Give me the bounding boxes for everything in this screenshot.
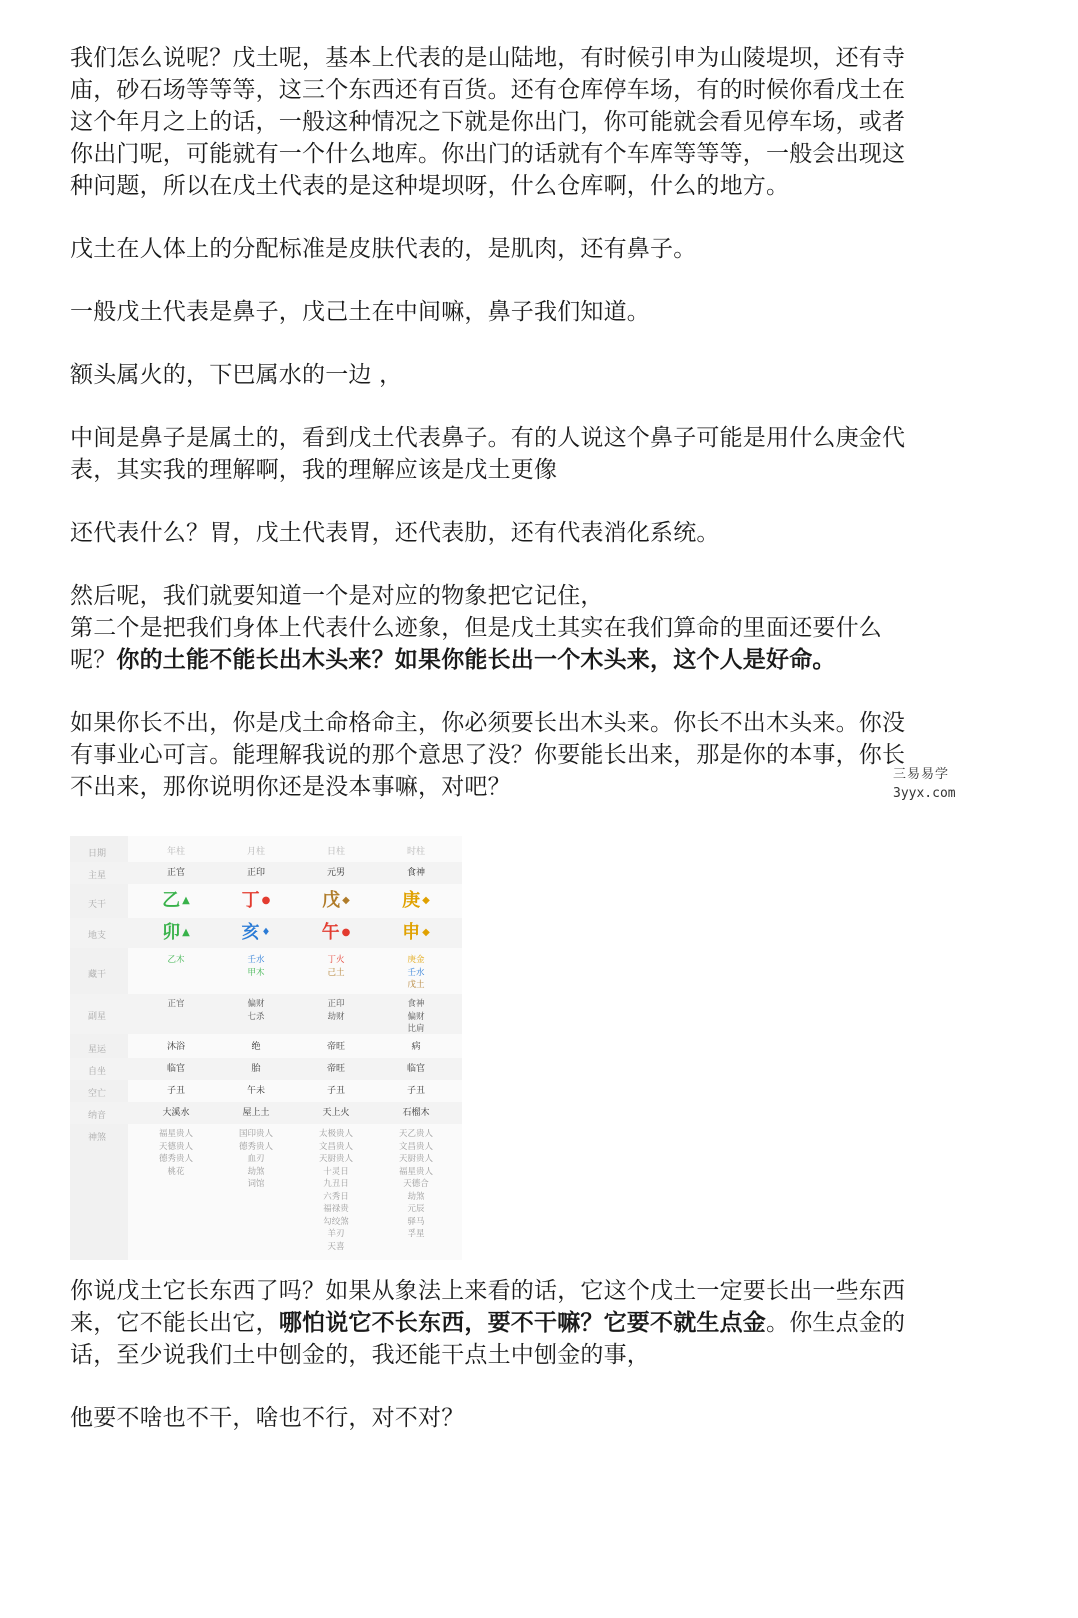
top-paragraphs [70,42,920,803]
chart-cell [216,1128,296,1191]
chart-cell: 帝旺 [326,1041,345,1052]
text-run: 戊土在人体上的分配标准是皮肤代表的，是肌肉，还有鼻子。 [70,236,697,262]
sub-star: 偏财 [247,999,265,1009]
chart-cell: 石榴木 [402,1107,430,1118]
chart-cell [296,998,376,1023]
hidden-stem: 壬水 [247,955,265,965]
chart-cell [136,998,216,1011]
chart-cell: 子丑 [326,1085,345,1096]
bottom-paragraphs [70,1275,920,1434]
row-label: 自坐 [88,1066,107,1077]
chart-row-stems [70,886,462,918]
shensha-item: 驿马 [407,1216,425,1227]
chart-cell: 正官 [166,867,185,878]
shensha-item: 勾绞煞 [323,1216,349,1227]
paragraph [70,580,920,676]
chart-cell [216,998,296,1023]
element-icon: ♦ [261,927,271,938]
shensha-item: 德秀贵人 [238,1141,273,1152]
chart-row-void [70,1080,462,1102]
shensha-item: 劫煞 [247,1166,265,1177]
sub-star: 比肩 [407,1024,425,1034]
shensha-item: 天德贵人 [158,1141,193,1152]
sub-star: 食神 [407,999,425,1009]
text-run: 他要不啥也不干，啥也不行，对不对？ [70,1405,465,1431]
hidden-stem: 己土 [327,967,345,978]
shensha-item: 天厨贵人 [398,1154,433,1164]
row-label: 副星 [88,1011,107,1022]
element-icon: ▲ [182,927,190,938]
shensha-item: 词馆 [247,1179,265,1189]
text-run: 你说戊土它长东西了吗？如果从象法上来看的话，它这个戊土一定要长出一些东西来，它不能长出它， [70,1278,906,1336]
chart-row-branches [70,918,462,948]
stem-char: 戊 [322,890,341,911]
chart-cell: 帝旺 [326,1063,345,1074]
shensha-item: 天德合 [403,1179,429,1189]
paragraph [70,1275,920,1371]
chart-cell [216,954,296,979]
column-header: 年柱 [166,847,185,857]
heavenly-stem [136,890,216,912]
shensha-item: 天厨贵人 [318,1154,353,1164]
chart-cell: 临官 [166,1063,185,1074]
hidden-stem: 戊土 [407,980,425,990]
row-label: 地支 [88,930,107,941]
bold-text: 哪怕说它不长东西，要不干嘛？它要不就生点金 [278,1310,767,1336]
text-run: 还代表什么？胃，戊土代表胃，还代表肋，还有代表消化系统。 [70,520,720,546]
hidden-stem: 乙木 [167,955,185,965]
shensha-item: 羊刃 [327,1229,345,1239]
row-label: 纳音 [88,1110,107,1121]
sub-star: 正印 [327,999,345,1009]
row-label: 神煞 [88,1133,107,1143]
stem-char: 庚 [402,890,421,911]
stem-char: 申 [402,922,421,943]
row-label: 日期 [88,849,107,859]
shensha-item: 福星贵人 [398,1166,433,1177]
hidden-stem: 壬水 [407,967,425,978]
text-run: 额头属火的，下巴属水的一边 ， [70,362,403,388]
chart-row-nayin [70,1102,462,1124]
shensha-item: 福禄贵 [323,1204,349,1214]
text-run: 一般戊土代表是鼻子，戊己土在中间嘛，鼻子我们知道。 [70,299,650,325]
shensha-item: 德秀贵人 [158,1154,193,1164]
earthly-branch [296,922,376,944]
chart-cell [376,1128,456,1241]
chart-cell: 大溪水 [162,1107,190,1118]
paragraph [70,42,920,202]
paragraph [70,233,920,265]
paragraph-gap [70,328,920,359]
shensha-item: 福星贵人 [158,1129,193,1139]
earthly-branch [216,922,296,944]
shensha-item: 劫煞 [407,1191,425,1202]
chart-row-star-luck [70,1036,462,1058]
chart-cell [296,954,376,979]
shensha-item: 孚星 [407,1229,425,1239]
paragraph [70,1402,920,1434]
paragraph-gap [70,1371,920,1402]
row-label: 天干 [88,899,107,910]
watermark-name: 三易易学 [893,767,950,782]
element-icon: ● [341,927,351,938]
heavenly-stem [296,890,376,912]
chart-row-header [70,842,462,862]
watermark [893,765,956,803]
sub-star: 七杀 [247,1011,265,1022]
column-header: 月柱 [246,847,265,857]
hidden-stem: 丁火 [327,955,345,965]
shensha-item: 文昌贵人 [398,1141,433,1152]
chart-cell: 元男 [326,867,345,878]
shensha-item: 九丑日 [323,1179,349,1189]
shensha-item: 天喜 [327,1241,345,1252]
stem-char: 卯 [162,922,181,943]
document-body-bottom [70,1275,920,1434]
sub-star: 正官 [167,999,185,1009]
chart-cell: 屋上土 [242,1107,270,1118]
chart-row-hidden-stems [70,950,462,994]
paragraph-gap [70,202,920,233]
stem-char: 丁 [241,890,260,911]
text-run: 第二个是把我们身体上代表什么迹象，但是戊土其实在我们算命的里面还要什么呢？ [70,615,882,673]
sub-star: 偏财 [407,1011,425,1022]
row-label: 空亡 [88,1088,107,1099]
paragraph-gap [70,549,920,580]
chart-row-shensha [70,1126,462,1260]
chart-cell [376,998,456,1036]
chart-cell: 子丑 [166,1085,185,1096]
row-label: 主星 [88,870,107,881]
chart-cell: 食神 [406,867,425,878]
chart-cell: 胎 [251,1063,261,1074]
paragraph-gap [70,391,920,422]
shensha-item: 国印贵人 [238,1129,273,1139]
chart-cell [376,954,456,992]
chart-cell [136,1128,216,1178]
chart-cell [296,1128,376,1253]
text-run: 如果你长不出，你是戊土命格命主，你必须要长出木头来。你长不出木头来。你没有事业心可言。能理解我说的那个意思了没？你要能长出来，那是你的本事，你长不出来，那你说明你还是没本事嘛，对吧？ [70,710,906,800]
sub-star: 劫财 [327,1011,345,1022]
element-icon: ● [261,895,271,906]
document-body [70,42,920,803]
chart-cell: 沐浴 [166,1041,185,1052]
hidden-stem: 庚金 [407,955,425,965]
shensha-item: 太极贵人 [318,1129,353,1139]
paragraph [70,707,920,803]
shensha-item: 十灵日 [323,1166,349,1177]
chart-cell: 绝 [251,1041,261,1052]
stem-char: 乙 [162,890,181,911]
text-run: 然后呢，我们就要知道一个是对应的物象把它记住， [70,583,604,609]
hidden-stem: 甲木 [247,967,265,978]
chart-cell: 子丑 [406,1085,425,1096]
chart-row-sub-stars [70,994,462,1034]
shensha-item: 桃花 [167,1166,185,1177]
paragraph-gap [70,265,920,296]
chart-cell: 临官 [406,1063,425,1074]
shensha-item: 元辰 [407,1204,425,1214]
paragraph [70,517,920,549]
heavenly-stem [376,890,456,912]
shensha-item: 血刃 [247,1154,265,1164]
bold-text: 你的土能不能长出木头来？如果你能长出一个木头来，这个人是好命。 [116,647,836,673]
chart-row-main-star [70,862,462,884]
chart-cell: 午未 [246,1085,265,1096]
paragraph [70,422,920,486]
element-icon: ◆ [422,895,430,906]
earthly-branch [136,922,216,944]
text-run: 。你生点金的话，至少说我们土中刨金的，我还能干点土中刨金的事， [70,1310,906,1368]
shensha-item: 天乙贵人 [398,1129,433,1139]
shensha-item: 文昌贵人 [318,1141,353,1152]
chart-cell: 正印 [246,867,265,878]
row-label: 星运 [88,1044,107,1055]
text-run: 我们怎么说呢？戊土呢，基本上代表的是山陆地，有时候引申为山陵堤坝，还有寺庙，砂石场等等等，这三个东西还有百货。还有仓库停车场，有的时候你看戊土在这个年月之上的话，一般这种情况之下就是你出门，你可能就会看见停车场，或者你出门呢，可能就有一个什么地库。你出门的话就有个车库等等等，一般会出现这种问题，所以在戊土代表的是这种堤坝呀，什么仓库啊，什么的地方。 [70,45,906,199]
watermark-url: 3yyx.com [893,786,956,801]
chart-cell [136,954,216,967]
text-run: 中间是鼻子是属土的，看到戊土代表鼻子。有的人说这个鼻子可能是用什么庚金代表，其实我的理解啊，我的理解应该是戊土更像 [70,425,906,483]
paragraph [70,359,920,391]
chart-cell: 天上火 [322,1107,350,1118]
element-icon: ◆ [422,927,430,938]
shensha-item: 六秀日 [323,1191,349,1202]
stem-char: 亥 [241,922,260,943]
chart-row-self-seat [70,1058,462,1080]
column-header: 时柱 [406,847,425,857]
paragraph [70,296,920,328]
element-icon: ▲ [182,895,190,906]
element-icon: ◆ [342,895,350,906]
row-label: 藏干 [88,969,107,980]
paragraph-gap [70,676,920,707]
paragraph-gap [70,486,920,517]
heavenly-stem [216,890,296,912]
bazi-chart [70,836,462,1260]
column-header: 日柱 [326,847,345,857]
stem-char: 午 [321,922,340,943]
earthly-branch [376,922,456,944]
chart-cell: 病 [411,1041,421,1052]
